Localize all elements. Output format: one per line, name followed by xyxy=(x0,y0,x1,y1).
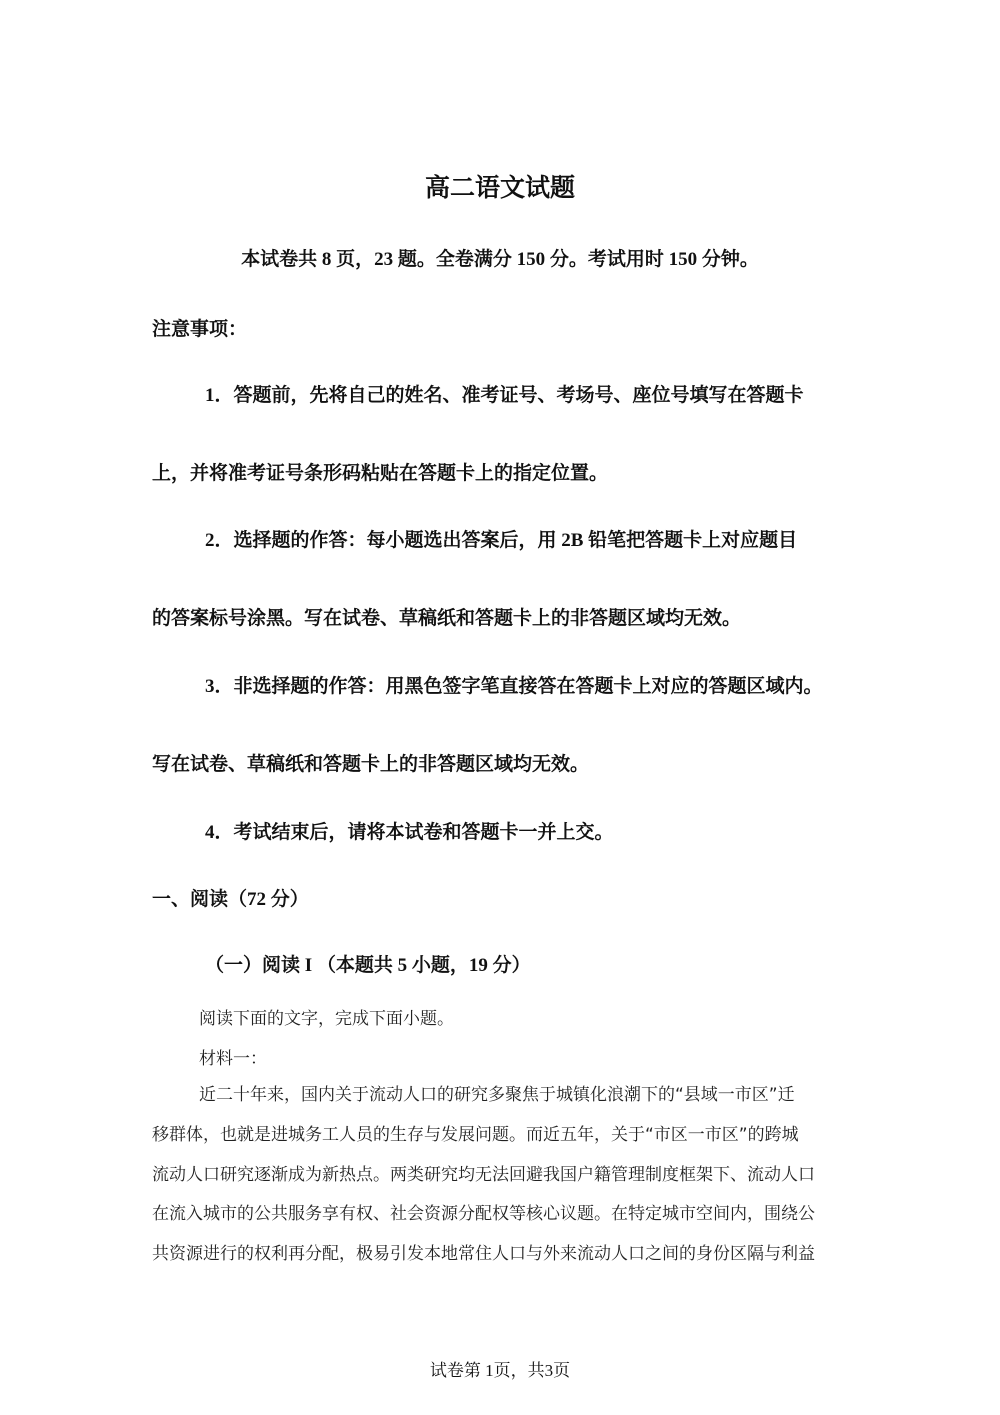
exam-info: 本试卷共 8 页，23 题。全卷满分 150 分。考试用时 150 分钟。 xyxy=(241,249,759,270)
paragraph-line: 近二十年来，国内关于流动人口的研究多聚焦于城镇化浪潮下的“县域一市区”迁 xyxy=(199,1085,795,1105)
notice-item-2-line1: 2．选择题的作答：每小题选出答案后，用 2B 铅笔把答题卡上对应题目 xyxy=(205,530,798,551)
paragraph-line: 在流入城市的公共服务享有权、社会资源分配权等核心议题。在特定城市空间内，围绕公 xyxy=(152,1204,815,1224)
page-title: 高二语文试题 xyxy=(424,173,575,202)
section-subheading: （一）阅读 I （本题共 5 小题，19 分） xyxy=(205,955,531,976)
notice-heading: 注意事项： xyxy=(152,319,248,340)
notice-item-4-line1: 4．考试结束后，请将本试卷和答题卡一并上交。 xyxy=(205,822,614,843)
material-label: 材料一： xyxy=(199,1049,267,1069)
paragraph-line: 流动人口研究逐渐成为新热点。两类研究均无法回避我国户籍管理制度框架下、流动人口 xyxy=(152,1165,815,1185)
notice-item-3-line1: 3．非选择题的作答：用黑色签字笔直接答在答题卡上对应的答题区域内。 xyxy=(205,676,823,697)
reading-instruction: 阅读下面的文字，完成下面小题。 xyxy=(199,1009,454,1029)
paragraph-line: 共资源进行的权利再分配，极易引发本地常住人口与外来流动人口之间的身份区隔与利益 xyxy=(152,1244,815,1264)
notice-item-2-line2: 的答案标号涂黑。写在试卷、草稿纸和答题卡上的非答题区域均无效。 xyxy=(152,608,742,629)
notice-item-1-line2: 上，并将准考证号条形码粘贴在答题卡上的指定位置。 xyxy=(152,463,609,484)
notice-item-3-line2: 写在试卷、草稿纸和答题卡上的非答题区域均无效。 xyxy=(152,754,590,775)
paragraph-line: 移群体，也就是进城务工人员的生存与发展问题。而近五年，关于“市区一市区”的跨城 xyxy=(152,1125,799,1145)
section-heading: 一、阅读（72 分） xyxy=(152,889,309,910)
page-footer: 试卷第 1页，共3页 xyxy=(429,1361,571,1380)
notice-item-1-line1: 1．答题前，先将自己的姓名、准考证号、考场号、座位号填写在答题卡 xyxy=(205,385,804,406)
